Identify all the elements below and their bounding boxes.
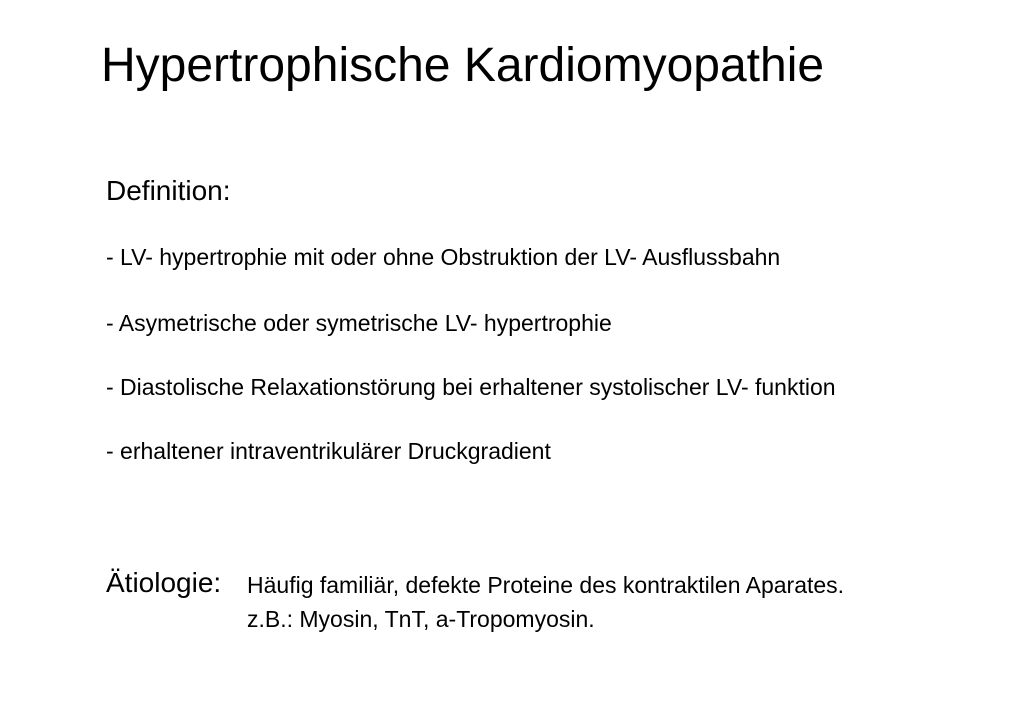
etiology-text-line: z.B.: Myosin, TnT, a-Tropomyosin. (247, 606, 595, 632)
etiology-label: Ätiologie: (106, 567, 222, 598)
etiology-text-line: Häufig familiär, defekte Proteine des kontraktilen Aparates. (247, 572, 845, 598)
definition-heading: Definition: (106, 175, 231, 206)
definition-item: - Asymetrische oder symetrische LV- hypertrophie (106, 310, 612, 336)
slide-title: Hypertrophische Kardiomyopathie (101, 39, 825, 92)
definition-item: - erhaltener intraventrikulärer Druckgradient (106, 438, 551, 464)
definition-item: - Diastolische Relaxationstörung bei erhaltener systolischer LV- funktion (106, 374, 836, 400)
definition-item: - LV- hypertrophie mit oder ohne Obstruktion der LV- Ausflussbahn (106, 244, 781, 270)
